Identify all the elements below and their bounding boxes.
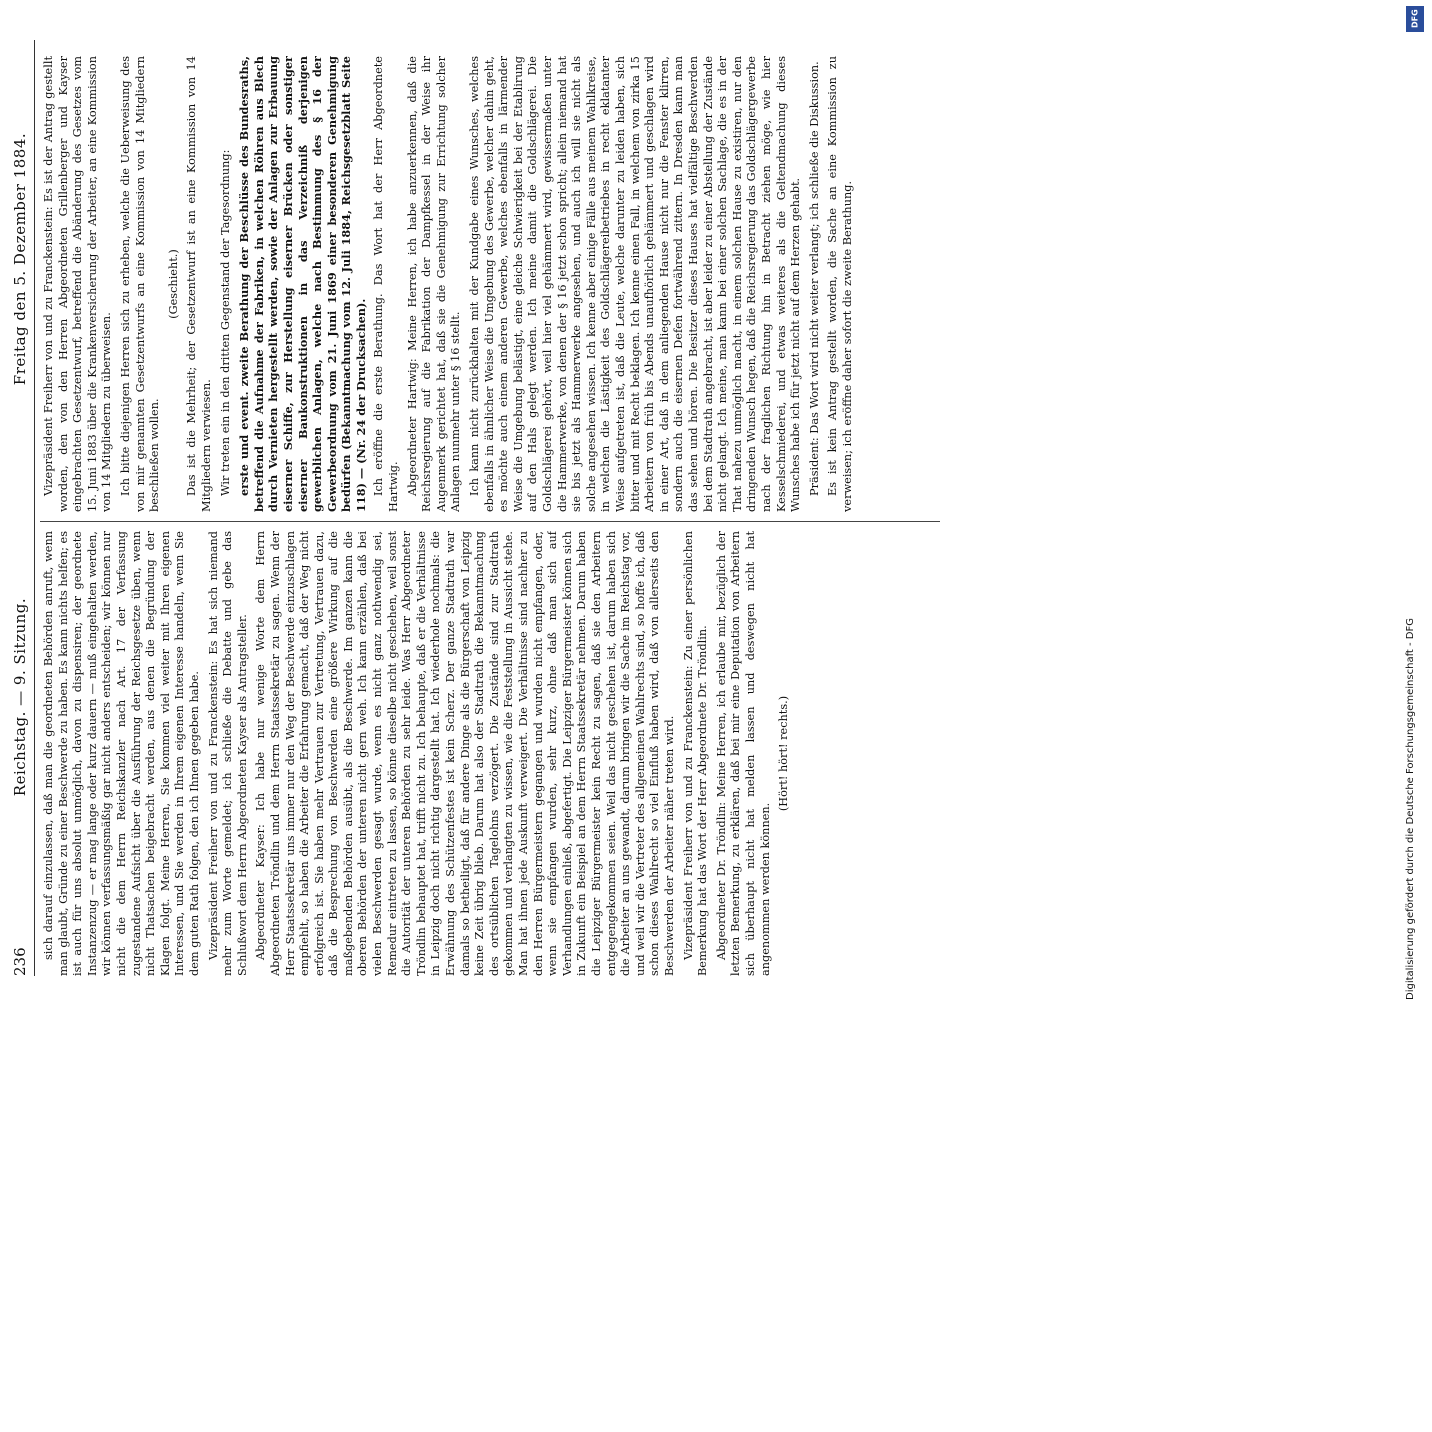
paragraph: Ich bitte diejenigen Herren sich zu erheben, welche die Ueberweisung des von mir genannten Gesetzentwurfs an eine Kommission von 14 Mitgliedern beschließen wollen. [118,56,162,512]
paragraph: Abgeordneter Hartwig: Meine Herren, ich habe anzuerkennen, daß die Reichsregierung auf die Fabrikation der Dampfkessel in der Weise ihr Augenmerk gerichtet hat, daß sie die Genehmigung zur Errichtung solcher Anlagen nunmehr unter § 16 stellt. [405,56,463,512]
paragraph: sich darauf einzulassen, daß man die geordneten Behörden anruft, wenn man glaubt, Gründe zu einer Beschwerde zu haben. Es kann nichts helfen; es ist auch für uns absolut unmöglich, davon zu dispensiren; der geordnete Instanzenzug — er mag lange oder kurz dauern — muß eingehalten werden, wir können verfassungsmäßig gar nicht anders entscheiden; wir können nur nicht die dem Herrn Reichskanzler nach Art. 17 der Verfassung zugestandene Aufsicht über die Ausführung der Reichsgesetze üben, wenn nicht Thatsachen beigebracht werden, aus denen die Begründung der Klagen folgt. Meine Herren, Sie kommen viel weiter mit Ihren eigenen Interessen, und Sie werden in Ihrem eigenen Interesse handeln, wenn Sie dem guten Rath folgen, den ich Ihnen gegeben habe. [42,531,201,976]
header-rule [34,40,35,976]
header-right-title: Freitag den 5. Dezember 1884. [11,132,29,386]
page-header [8,40,32,976]
paragraph: Präsident: Das Wort wird nicht weiter verlangt; ich schließe die Diskussion. [807,61,821,496]
column-divider [40,521,940,522]
paragraph: Vizepräsident Freiherr von und zu Franckenstein: Es ist der Antrag gestellt worden, den von den Herren Abgeordneten Grillenberger und Kayser eingebrachten Gesetzentwurf, betreffend die Abänderung des Gesetzes vom 15. Juni 1883 über die Krankenversicherung der Arbeiter, an eine Kommission von 14 Mitgliedern zu überweisen. [42,56,114,512]
paragraph: Abgeordneter Dr. Tröndlin: Meine Herren, ich erlaube mir, bezüglich der letzten Bemerkung, zu erklären, daß bei mir eine Deputation von Arbeitern sich überhaupt nicht hat melden lassen und deswegen nicht hat angenommen werden können. [714,531,772,976]
paragraph: Ich kann nicht zurückhalten mit der Kundgabe eines Wunsches, welches ebenfalls in ähnlicher Weise die Umgebung des Gewerbe, welcher dahin geht, es möchte auch einem anderen Gewerbe, welches ebenfalls in lärmender Weise die Umgebung belästigt, eine gleiche Schwierigkeit bei der Etablirung auf den Hals gelegt werden. Ich meine damit die Goldschlägerei. Die Goldschlägerei gehört, weil hier viel gehämmert wird, gewissermaßen unter die Hammerwerke, von denen der § 16 jetzt schon spricht; allein niemand hat sie bis jetzt als Hammerwerke angesehen, und auch ich will sie nicht als solche angesehen wissen. Ich kenne aber einige Fälle aus meinem Wahlkreise, in welchen die Lästigkeit des Goldschlägereibetriebes in recht eklatanter Weise aufgetreten ist, daß die Leute, welche darunter zu leiden haben, sich bitter und mit Recht beklagen. Ich kenne einen Fall, in welchem von zirka 15 Arbeitern von früh bis Abends unaufhörlich gehämmert und geschlagen wird in einer Art, daß in dem anliegenden Hause nicht nur die Fenster klirren, sondern auch die eisernen Defen fortwährend zittern. In Dresden kann man das sehen und hören. Die Besitzer dieses Hauses hat vielfältige Beschwerden bei dem Stadtrath angebracht, ist aber leider zu einer Abstellung der Zustände nicht gelangt. Ich meine, man kann bei einer solchen Sachlage, die es in der That nahezu unmöglich macht, in einem solchen Hause zu existiren, nur den dringenden Wunsch hegen, daß die Reichsregierung das Goldschlägergewerbe nach der fraglichen Richtung hin in Betracht ziehen möge, wie hier Kesselschmiederei, und etwas weiteres als die Geltendmachung dieses Wunsches habe ich für jetzt nicht auf dem Herzen gehabt. [468,56,803,512]
interjection: (Geschieht.) [166,249,180,319]
paragraph: Das ist die Mehrheit; der Gesetzentwurf ist an eine Kommission von 14 Mitgliedern verwiesen. [185,56,213,512]
paragraph: Vizepräsident Freiherr von und zu Franckenstein: Zu einer persönlichen Bemerkung hat das Wort der Herr Abgeordnete Dr. Tröndlin. [681,531,710,976]
digitization-credit [1403,0,1432,1432]
credit-text: Digitalisierung gefördert durch die Deutsche Forschungsgemeinschaft - DFG [1405,617,1416,1000]
paragraph: Wir treten ein in den dritten Gegenstand der Tagesordnung: [218,149,232,496]
header-left-title: Reichstag. — 9. Sitzung. [11,597,29,797]
page-number: 236 [11,947,29,976]
right-column [42,56,922,512]
paragraph: Abgeordneter Kayser: Ich habe nur wenige Worte dem Herrn Abgeordneten Tröndlin und dem Herrn Staatssekretär zu sagen. Wenn der Herr Staatssekretär uns immer nur den Weg der Beschwerde einzuschlagen empfiehlt, so haben die Arbeiter die Erfahrung gemacht, daß der Weg nicht erfolgreich ist. Sie haben mehr Vertrauen zur Vertretung, Vertrauen dazu, daß die Besprechung von Beschwerden eine größere Wirkung auf die maßgebenden Behörden ausübt, als die Beschwerde. Im ganzen kann die oberen Behörden der unteren nicht gern weh. Ich kann erzählen, daß bei vielen Beschwerden gesagt wurde, wenn es nicht ganz nothwendig sei, Remedur eintreten zu lassen, so könne dieselbe nicht geschehen, weil sonst die Autorität der unteren Behörden zu sehr leide. Was Herr Abgeordneter Tröndlin behauptet hat, trifft nicht zu. Ich behaupte, daß er die Verhältnisse in Leipzig doch nicht richtig dargestellt hat. Ich wiederhole nochmals: die Erwähnung des Schützenfestes ist kein Scherz. Der ganze Stadtrath war damals so betheiligt, daß für andere Dinge als die Bürgerschaft von Leipzig keine Zeit übrig blieb. Darum hat also der Stadtrath die Bekanntmachung des ortsüblichen Tagelohns verzögert. Die Zustände sind zur Stadtrath gekommen und verlangten zu wissen, wie die Feststellung in Aussicht stehe. Man hat ihnen jede Auskunft verweigert. Die Verhältnisse sind nachher zu den Herren Bürgermeistern gegangen und wurden nicht empfangen, oder, wenn sie empfangen wurden, sehr kurz, ohne daß man sich auf Verhandlungen einließ, abgefertigt. Die Leipziger Bürgermeister können sich in Zukunft ein Beispiel an dem Herrn Staatssekretär nehmen. Darum haben die Leipziger Bürgermeister kein Recht zu sagen, daß sie den Arbeitern entgegengekommen seien. Weil das nicht geschehen ist, darum haben sich die Arbeiter an uns gewandt, darum bringen wir die Sache im Reichstag vor, und weil wir die Vertreter des allgemeinen Wahlrechts sind, so hoffe ich, daß schon dieses Wahlrecht so viel Einfluß haben wird, daß von allerseits den Beschwerden der Arbeiter näher treten wird. [254,531,676,976]
paragraph: Vizepräsident Freiherr von und zu Franckenstein: Es hat sich niemand mehr zum Worte gemeldet; ich schließe die Debatte und gebe das Schlußwort dem Herrn Abgeordneten Kayser als Antragsteller. [206,531,249,976]
interjection: (Hört! hört! rechts.) [777,695,791,812]
paragraph: erste und event. zweite Berathung der Beschlüsse des Bundesraths, betreffend die Aufnahme der Fabriken, in welchen Röhren aus Blech durch Vernieten hergestellt werden, sowie der Anlagen zur Erbauung eiserner Schiffe, zur Herstellung eiserner Brücken oder sonstiger eiserner Baukonstruktionen in das Verzeichniß derjenigen gewerblichen Anlagen, welche nach Bestimmung des § 16 der Gewerbeordnung vom 21. Juni 1869 einer besonderen Genehmigung bedürfen (Bekanntmachung vom 12. Juli 1884, Reichsgesetzblatt Seite 118) — (Nr. 24 der Drucksachen). [237,56,368,512]
paragraph: Es ist kein Antrag gestellt worden, die Sache an eine Kommission zu verweisen; ich eröffne daher sofort die zweite Berathung. [826,56,854,512]
left-column [42,531,976,976]
paragraph: Ich eröffne die erste Berathung. Das Wort hat der Herr Abgeordnete Hartwig. [372,56,401,512]
dfg-logo: DFG [1406,6,1424,32]
